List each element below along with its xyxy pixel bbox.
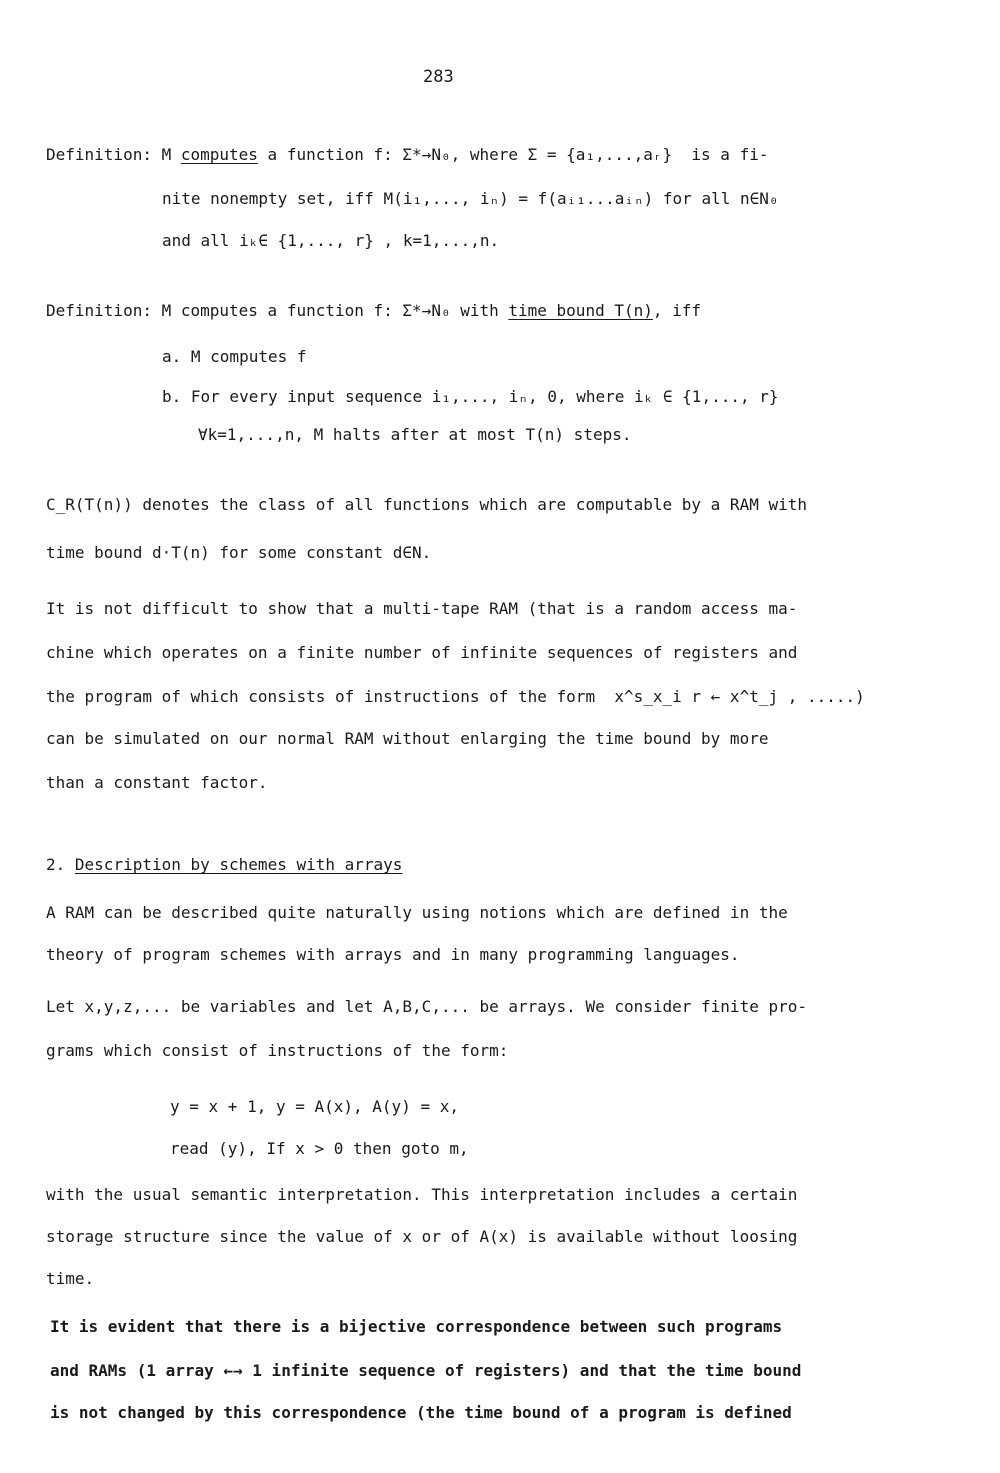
paragraph-line: and RAMs (1 array ←→ 1 infinite sequence of registers) and that the time bound [50, 1361, 802, 1380]
paragraph-line: theory of program schemes with arrays and in many programming languages. [46, 945, 740, 964]
paragraph-line: than a constant factor. [46, 773, 268, 792]
formula-line: y = x + 1, y = A(x), A(y) = x, [170, 1097, 459, 1116]
definition-line [46, 302, 701, 320]
paragraph-line: chine which operates on a finite number of infinite sequences of registers and [46, 643, 798, 662]
definition-text: Definition: M computes a function f: Σ*→N₀ with [46, 301, 509, 320]
paragraph-line: can be simulated on our normal RAM without enlarging the time bound by more [46, 729, 769, 748]
defined-term: time bound T(n) [508, 301, 653, 320]
paragraph-line: It is not difficult to show that a multi-tape RAM (that is a random access ma- [46, 599, 798, 618]
paragraph-line: grams which consist of instructions of the form: [46, 1041, 509, 1060]
paragraph-line: It is evident that there is a bijective correspondence between such programs [50, 1317, 783, 1336]
paragraph-line: Let x,y,z,... be variables and let A,B,C,... be arrays. We consider finite pro- [46, 997, 807, 1016]
paragraph-line: C_R(T(n)) denotes the class of all functions which are computable by a RAM with [46, 495, 807, 514]
definition-text: a function f: Σ*→N₀, where Σ = {a₁,...,aᵣ} is a fi- [257, 145, 769, 164]
page-number: 283 [423, 67, 454, 87]
paragraph-line: with the usual semantic interpretation. This interpretation includes a certain [46, 1185, 798, 1204]
section-number: 2. [46, 855, 75, 874]
paragraph-line: time. [46, 1269, 95, 1288]
section-title: Description by schemes with arrays [74, 855, 403, 874]
definition-text: , iff [652, 301, 702, 320]
paragraph-line: storage structure since the value of x or of A(x) is available without loosing [46, 1227, 798, 1246]
section-heading [46, 856, 402, 874]
definition-line [46, 146, 768, 164]
definition-line: and all iₖ∈ {1,..., r} , k=1,...,n. [162, 231, 500, 250]
definition-label: Definition: M [46, 145, 181, 164]
paragraph-line: time bound d·T(n) for some constant d∈N. [46, 543, 432, 562]
paragraph-line: is not changed by this correspondence (the time bound of a program is defined [50, 1403, 792, 1422]
definition-item-a: a. M computes f [162, 347, 307, 366]
paragraph-line: A RAM can be described quite naturally using notions which are defined in the [46, 903, 788, 922]
defined-term: computes [180, 145, 258, 164]
definition-item-b-cont: ∀k=1,...,n, M halts after at most T(n) steps. [198, 425, 632, 444]
paragraph-line: the program of which consists of instructions of the form x^s_x_i r ← x^t_j , .....) [46, 687, 865, 706]
formula-line: read (y), If x > 0 then goto m, [170, 1139, 469, 1158]
definition-line: nite nonempty set, iff M(i₁,..., iₙ) = f(aᵢ₁...aᵢₙ) for all n∈N₀ [162, 189, 779, 208]
definition-item-b: b. For every input sequence i₁,..., iₙ, 0, where iₖ ∈ {1,..., r} [162, 387, 779, 406]
